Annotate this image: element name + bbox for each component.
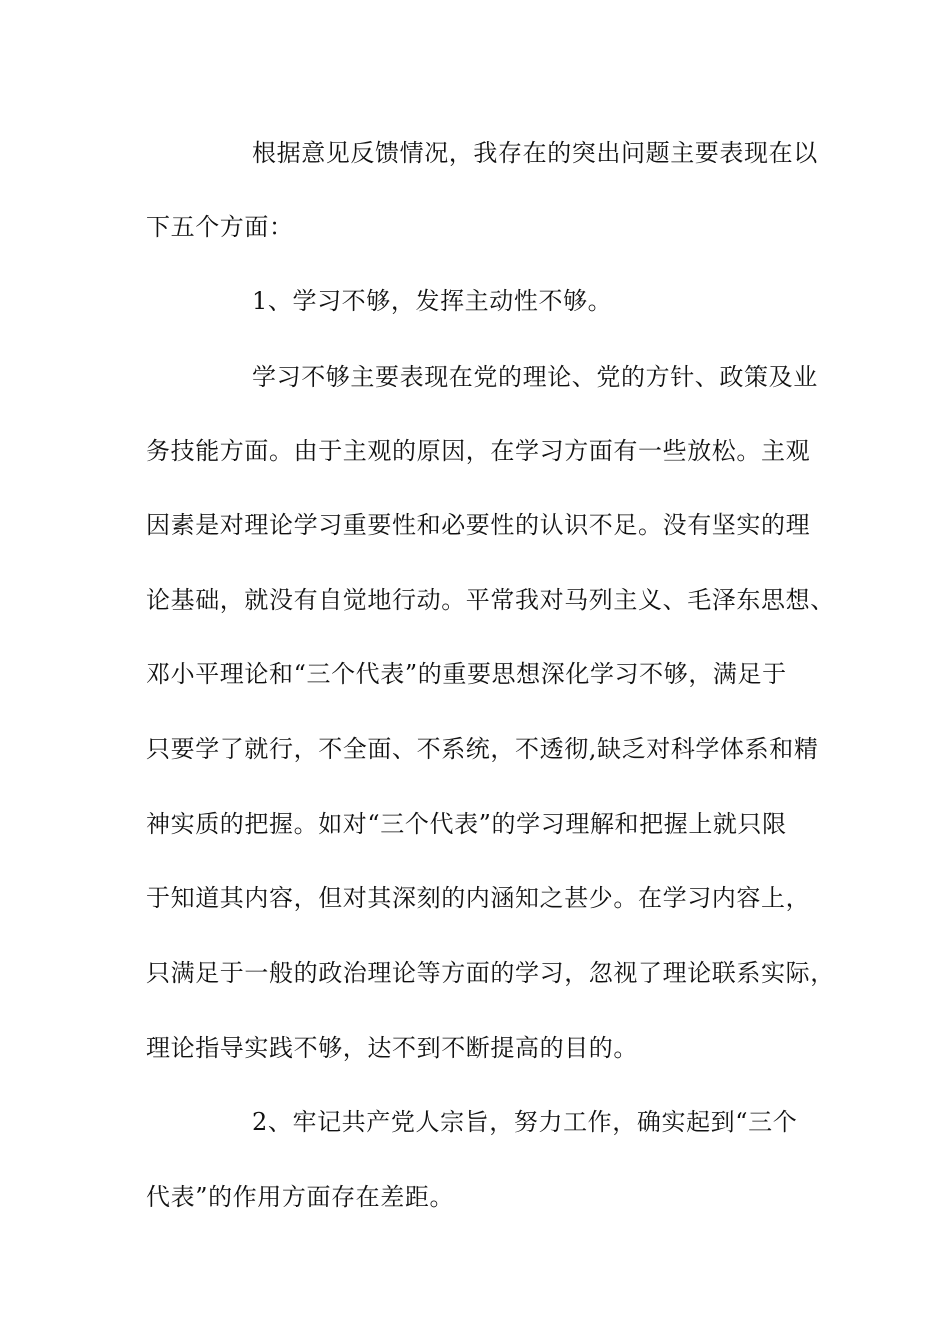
paragraph-2-line-9: 只满足于一般的政治理论等方面的学习，忽视了理论联系实际， <box>146 959 835 987</box>
paragraph-2-line-7: 神实质的把握。如对“三个代表”的学习理解和把握上就只限 <box>146 810 787 838</box>
paragraph-2-line-5: 邓小平理论和“三个代表”的重要思想深化学习不够，满足于 <box>146 660 787 688</box>
heading-item-2-line-1: 2、牢记共产党人宗旨，努力工作，确实起到“三个 <box>252 1108 798 1136</box>
paragraph-2-line-6: 只要学了就行，不全面、不系统，不透彻,缺乏对科学体系和精 <box>146 735 819 763</box>
paragraph-1-line-2: 下五个方面： <box>146 213 294 241</box>
paragraph-2-line-10: 理论指导实践不够，达不到不断提高的目的。 <box>146 1034 638 1062</box>
paragraph-2-line-1: 学习不够主要表现在党的理论、党的方针、政策及业 <box>252 363 818 391</box>
heading-item-1: 1、学习不够，发挥主动性不够。 <box>252 287 613 315</box>
paragraph-2-line-8: 于知道其内容，但对其深刻的内涵知之甚少。在学习内容上， <box>146 884 811 912</box>
paragraph-2-line-2: 务技能方面。由于主观的原因，在学习方面有一些放松。主观 <box>146 437 811 465</box>
paragraph-2-line-3: 因素是对理论学习重要性和必要性的认识不足。没有坚实的理 <box>146 511 811 539</box>
paragraph-1-line-1: 根据意见反馈情况，我存在的突出问题主要表现在以 <box>252 139 818 167</box>
paragraph-2-line-4: 论基础，就没有自觉地行动。平常我对马列主义、毛泽东思想、 <box>146 586 835 614</box>
heading-item-2-line-2: 代表”的作用方面存在差距。 <box>146 1183 455 1211</box>
